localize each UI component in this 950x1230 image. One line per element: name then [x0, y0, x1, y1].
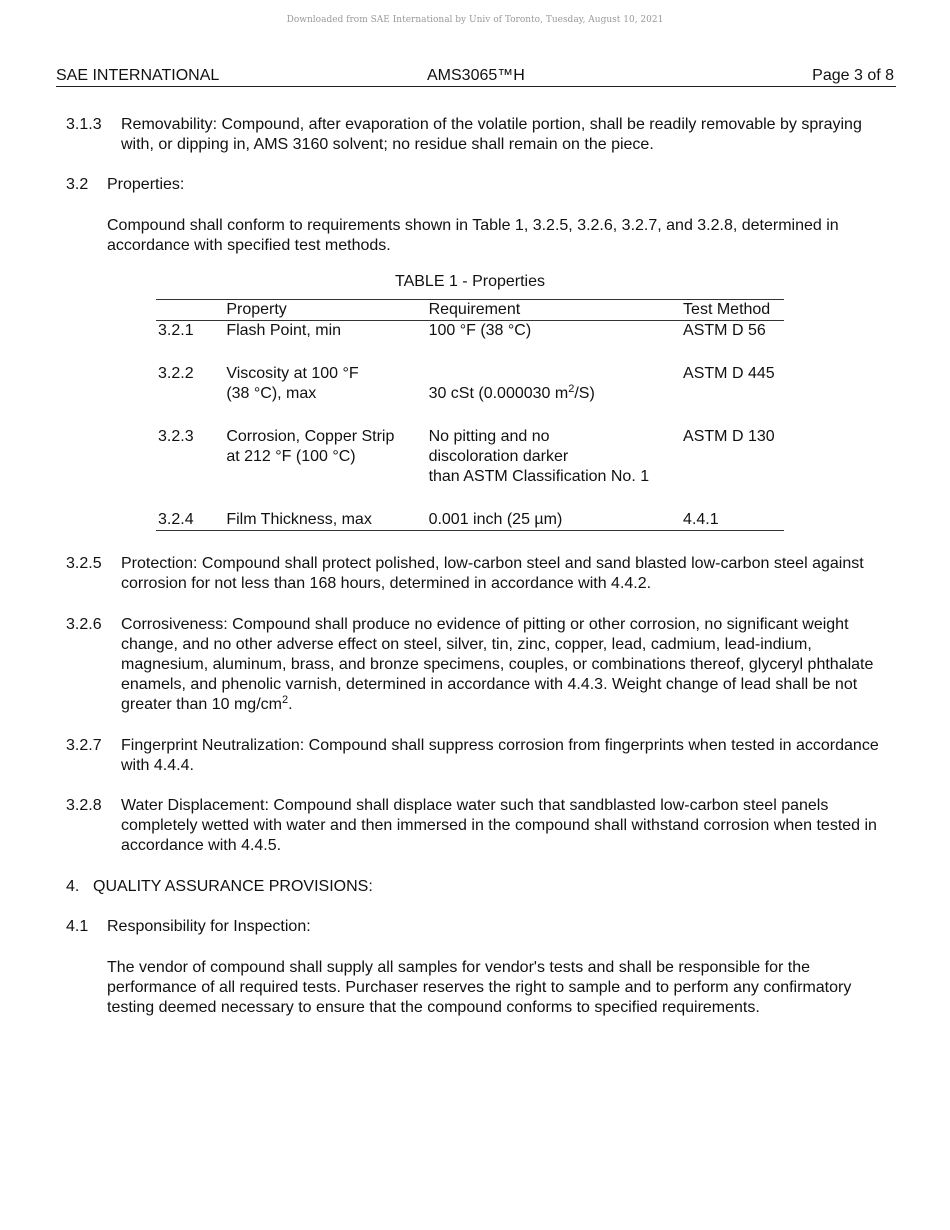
section-number: 3.2.5 [66, 555, 102, 572]
row-requirement-line-2: discoloration darker [428, 448, 569, 465]
section-number: 3.2.7 [66, 737, 102, 754]
section-3-1-3 [66, 115, 896, 155]
section-number: 4.1 [66, 918, 89, 935]
download-notice: Downloaded from SAE International by Univ of Toronto, Tuesday, August 10, 2021 [286, 15, 664, 25]
section-text: Removability: Compound, after evaporation of the volatile portion, shall be readily removable by spraying with, or dipping in, AMS 3160 solvent; no residue shall remain on the piece. [121, 116, 862, 153]
table-row [156, 321, 784, 342]
requirement-text: 30 cSt (0.000030 m [428, 385, 569, 402]
table-row [156, 427, 784, 487]
row-requirement [427, 364, 681, 404]
section-number: 4. [66, 878, 80, 895]
section-heading: Responsibility for Inspection: [107, 918, 311, 935]
requirement-text-end: /S) [574, 385, 595, 402]
row-property: Flash Point, min [226, 322, 342, 339]
row-requirement: 0.001 inch (25 µm) [427, 510, 681, 531]
row-property-line-2: at 212 °F (100 °C) [226, 448, 356, 465]
table-header-row [156, 300, 784, 321]
row-property: Film Thickness, max [224, 510, 426, 531]
row-number: 3.2.2 [158, 365, 194, 382]
section-text: Protection: Compound shall protect polished, low-carbon steel and sand blasted low-carbon steel against corrosion for not less than 168 hours, determined in accordance with 4.4.2. [121, 555, 864, 592]
row-requirement-line-3: than ASTM Classification No. 1 [428, 468, 650, 485]
row-property [224, 427, 426, 487]
section-number: 3.1.3 [66, 116, 102, 133]
section-heading: Properties: [107, 176, 185, 193]
section-4-1 [66, 917, 896, 937]
row-number: 3.2.3 [158, 428, 194, 445]
section-3-2-7 [66, 736, 896, 776]
row-spacer [156, 404, 784, 427]
superscript-2: 2 [281, 694, 289, 706]
section-number: 3.2.8 [66, 797, 102, 814]
section-3-2 [66, 175, 896, 195]
section-heading: QUALITY ASSURANCE PROVISIONS: [93, 878, 373, 895]
section-text: Water Displacement: Compound shall displace water such that sandblasted low-carbon steel panels completely wetted with water and then immersed in the compound shall withstand corrosion when tested in accordance with 4.4.5. [121, 797, 877, 854]
header-page-number: Page 3 of 8 [812, 67, 894, 84]
row-number: 3.2.4 [156, 510, 224, 531]
header-cell-property: Property [224, 300, 426, 321]
row-test-method: ASTM D 56 [683, 322, 766, 339]
table-row [156, 510, 784, 531]
section-4 [66, 877, 896, 897]
section-3-2-5 [66, 554, 896, 594]
header-org: SAE INTERNATIONAL [56, 67, 220, 84]
header-cell-number [156, 300, 224, 321]
row-requirement-line-1: No pitting and no [428, 428, 550, 445]
row-test-method: ASTM D 445 [683, 365, 775, 382]
section-3-2-6 [66, 615, 896, 715]
section-text [66, 615, 896, 715]
header-cell-requirement: Requirement [427, 300, 681, 321]
section-3-2-text: Compound shall conform to requirements shown in Table 1, 3.2.5, 3.2.6, 3.2.7, and 3.2.8, determined in accordance with specified test methods. [107, 217, 839, 254]
properties-table [156, 299, 784, 531]
header-doc-id: AMS3065™H [427, 67, 525, 84]
section-text: Fingerprint Neutralization: Compound shall suppress corrosion from fingerprints when tested in accordance with 4.4.4. [121, 737, 879, 774]
section-4-1-text: The vendor of compound shall supply all samples for vendor's tests and shall be responsible for the performance of all required tests. Purchaser reserves the right to sample and to perform any confirmatory testing deemed necessary to ensure that the compound conforms to specified requirements. [107, 959, 852, 1016]
row-requirement [427, 427, 681, 487]
row-spacer [156, 341, 784, 364]
header-rule [56, 86, 896, 87]
row-property-line-1: Corrosion, Copper Strip [226, 428, 395, 445]
header-cell-test-method: Test Method [681, 300, 784, 321]
section-end: . [288, 696, 293, 713]
row-property [224, 364, 426, 404]
row-property-line-2: (38 °C), max [226, 385, 317, 402]
section-3-2-8 [66, 796, 896, 856]
section-number: 3.2.6 [66, 616, 102, 633]
row-spacer [156, 487, 784, 510]
table-caption: TABLE 1 - Properties [395, 273, 545, 290]
row-number: 3.2.1 [158, 322, 194, 339]
row-requirement: 100 °F (38 °C) [428, 322, 532, 339]
table-row [156, 364, 784, 404]
requirement-superscript: 2 [568, 383, 575, 395]
row-property-line-1: Viscosity at 100 °F [226, 365, 359, 382]
section-body: Corrosiveness: Compound shall produce no evidence of pitting or other corrosion, no significant weight change, and no other adverse effect on steel, silver, tin, zinc, copper, lead, cadmium, lead-indium, magnesium, aluminum, brass, and bronze specimens, couples, or combinations thereof, glyceryl phthalate enamels, and phenolic varnish, determined in accordance with 4.4.3. Weight change of lead shall be not greater than 10 mg/cm [121, 616, 874, 713]
row-test-method: 4.4.1 [681, 510, 784, 531]
section-number: 3.2 [66, 176, 89, 193]
row-test-method: ASTM D 130 [683, 428, 775, 445]
